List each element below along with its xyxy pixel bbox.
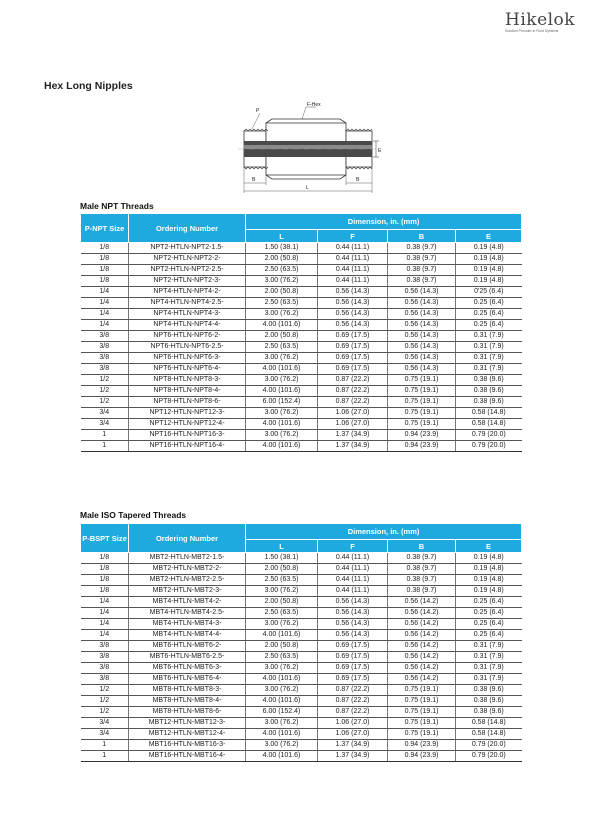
l-cell: 4.00 (101.6) — [246, 729, 318, 740]
l-cell: 1.50 (38.1) — [246, 553, 318, 564]
ordering-number-cell: MBT4-HTLN-MBT4-4- — [129, 630, 246, 641]
label-p: P — [256, 108, 260, 114]
ordering-number-cell: MBT4-HTLN-MBT4-2- — [129, 597, 246, 608]
iso-header-b: B — [388, 540, 456, 553]
f-cell: 0.44 (11.1) — [318, 254, 388, 265]
page-title: Hex Long Nipples — [44, 80, 133, 92]
b-cell: 0.56 (14.2) — [388, 641, 456, 652]
size-cell: 1/2 — [81, 685, 129, 696]
table-row — [81, 575, 522, 586]
b-cell: 0.38 (9.7) — [388, 276, 456, 287]
b-cell: 0.56 (14.3) — [388, 309, 456, 320]
table-row — [81, 320, 522, 331]
npt-table — [80, 213, 522, 452]
e-cell: 0.58 (14.8) — [456, 718, 522, 729]
l-cell: 3.00 (76.2) — [246, 586, 318, 597]
ordering-number-cell: MBT4-HTLN-MBT4-2.5- — [129, 608, 246, 619]
ordering-number-cell: MBT6-HTLN-MBT6-3- — [129, 663, 246, 674]
f-cell: 0.56 (14.3) — [318, 608, 388, 619]
table-row — [81, 441, 522, 452]
f-cell: 0.69 (17.5) — [318, 674, 388, 685]
b-cell: 0.75 (19.1) — [388, 397, 456, 408]
table-row — [81, 586, 522, 597]
size-cell: 3/4 — [81, 408, 129, 419]
iso-header-dimension: Dimension, in. (mm) — [246, 524, 522, 540]
iso-header-size: P-BSPT Size — [81, 524, 129, 553]
e-cell: 0.79 (20.0) — [456, 740, 522, 751]
ordering-number-cell: NPT2-HTLN-NPT2-1.5- — [129, 243, 246, 254]
iso-header-e: E — [456, 540, 522, 553]
brand-name: Hikelok — [505, 10, 576, 30]
l-cell: 2.50 (63.5) — [246, 608, 318, 619]
l-cell: 4.00 (101.6) — [246, 364, 318, 375]
brand-tagline: Solution Provider in Fluid Systems — [505, 29, 559, 33]
f-cell: 0.44 (11.1) — [318, 265, 388, 276]
table-row — [81, 652, 522, 663]
b-cell: 0.75 (19.1) — [388, 729, 456, 740]
b-cell: 0.75 (19.1) — [388, 707, 456, 718]
f-cell: 0.44 (11.1) — [318, 564, 388, 575]
l-cell: 2.00 (50.8) — [246, 564, 318, 575]
f-cell: 0.69 (17.5) — [318, 652, 388, 663]
ordering-number-cell: NPT6-HTLN-NPT6-3- — [129, 353, 246, 364]
l-cell: 2.00 (50.8) — [246, 641, 318, 652]
size-cell: 1/8 — [81, 276, 129, 287]
l-cell: 3.00 (76.2) — [246, 740, 318, 751]
size-cell: 1/4 — [81, 619, 129, 630]
b-cell: 0.56 (14.2) — [388, 663, 456, 674]
l-cell: 3.00 (76.2) — [246, 619, 318, 630]
e-cell: 0.25 (6.4) — [456, 608, 522, 619]
npt-header-e: E — [456, 230, 522, 243]
ordering-number-cell: NPT6-HTLN-NPT6-4- — [129, 364, 246, 375]
f-cell: 1.37 (34.9) — [318, 430, 388, 441]
ordering-number-cell: NPT16-HTLN-NPT16-4- — [129, 441, 246, 452]
table-row — [81, 751, 522, 762]
size-cell: 3/8 — [81, 641, 129, 652]
label-f-hex: F-Hex — [307, 102, 321, 108]
l-cell: 4.00 (101.6) — [246, 441, 318, 452]
ordering-number-cell: MBT8-HTLN-MBT8-3- — [129, 685, 246, 696]
e-cell: 0.58 (14.8) — [456, 419, 522, 430]
size-cell: 1/8 — [81, 575, 129, 586]
ordering-number-cell: NPT2-HTLN-NPT2-2.5- — [129, 265, 246, 276]
size-cell: 1/4 — [81, 597, 129, 608]
e-cell: 0.19 (4.8) — [456, 254, 522, 265]
npt-table-body — [81, 243, 522, 452]
ordering-number-cell: NPT2-HTLN-NPT2-2- — [129, 254, 246, 265]
ordering-number-cell: MBT8-HTLN-MBT8-4- — [129, 696, 246, 707]
size-cell: 1/8 — [81, 553, 129, 564]
l-cell: 2.50 (63.5) — [246, 652, 318, 663]
ordering-number-cell: NPT4-HTLN-NPT4-2- — [129, 287, 246, 298]
l-cell: 3.00 (76.2) — [246, 375, 318, 386]
b-cell: 0.75 (19.1) — [388, 718, 456, 729]
f-cell: 0.87 (22.2) — [318, 375, 388, 386]
table-row — [81, 331, 522, 342]
b-cell: 0.75 (19.1) — [388, 419, 456, 430]
table-row — [81, 298, 522, 309]
e-cell: 0'25 (6.4) — [456, 287, 522, 298]
ordering-number-cell: MBT8-HTLN-MBT8-6- — [129, 707, 246, 718]
size-cell: 1/2 — [81, 707, 129, 718]
table-row — [81, 729, 522, 740]
l-cell: 3.00 (76.2) — [246, 685, 318, 696]
b-cell: 0.56 (14.3) — [388, 353, 456, 364]
l-cell: 3.00 (76.2) — [246, 663, 318, 674]
npt-header-ordering: Ordering Number — [129, 214, 246, 243]
b-cell: 0.38 (9.7) — [388, 553, 456, 564]
e-cell: 0.19 (4.8) — [456, 276, 522, 287]
b-cell: 0.94 (23.9) — [388, 430, 456, 441]
f-cell: 0.44 (11.1) — [318, 586, 388, 597]
ordering-number-cell: NPT8-HTLN-NPT8-6- — [129, 397, 246, 408]
e-cell: 0.31 (7.9) — [456, 652, 522, 663]
size-cell: 3/8 — [81, 663, 129, 674]
b-cell: 0.38 (9.7) — [388, 564, 456, 575]
e-cell: 0.19 (4.8) — [456, 243, 522, 254]
size-cell: 3/8 — [81, 353, 129, 364]
table-row — [81, 564, 522, 575]
size-cell: 1 — [81, 441, 129, 452]
table-row — [81, 276, 522, 287]
f-cell: 0.56 (14.3) — [318, 287, 388, 298]
table-row — [81, 707, 522, 718]
b-cell: 0.38 (9.7) — [388, 575, 456, 586]
size-cell: 3/8 — [81, 331, 129, 342]
size-cell: 3/8 — [81, 342, 129, 353]
size-cell: 1 — [81, 430, 129, 441]
f-cell: 0.56 (14.3) — [318, 597, 388, 608]
b-cell: 0.94 (23.9) — [388, 441, 456, 452]
table-row — [81, 243, 522, 254]
l-cell: 2.50 (63.5) — [246, 298, 318, 309]
table-row — [81, 430, 522, 441]
table-row — [81, 630, 522, 641]
f-cell: 0.87 (22.2) — [318, 685, 388, 696]
table-row — [81, 685, 522, 696]
f-cell: 0.87 (22.2) — [318, 696, 388, 707]
l-cell: 4.00 (101.6) — [246, 320, 318, 331]
npt-header-l: L — [246, 230, 318, 243]
npt-header-dimension: Dimension, in. (mm) — [246, 214, 522, 230]
f-cell: 1.06 (27.0) — [318, 729, 388, 740]
b-cell: 0.56 (14.2) — [388, 652, 456, 663]
e-cell: 0.79 (20.0) — [456, 441, 522, 452]
brand-logo — [505, 10, 585, 33]
f-cell: 0.56 (14.3) — [318, 309, 388, 320]
b-cell: 0.56 (14.2) — [388, 674, 456, 685]
b-cell: 0.38 (9.7) — [388, 243, 456, 254]
l-cell: 2.50 (63.5) — [246, 575, 318, 586]
b-cell: 0.56 (14.3) — [388, 342, 456, 353]
iso-table-body — [81, 553, 522, 762]
table-row — [81, 718, 522, 729]
e-cell: 0.19 (4.8) — [456, 575, 522, 586]
e-cell: 0.19 (4.8) — [456, 564, 522, 575]
b-cell: 0.38 (9.7) — [388, 254, 456, 265]
l-cell: 4.00 (101.6) — [246, 674, 318, 685]
iso-section-title: Male ISO Tapered Threads — [80, 510, 187, 520]
l-cell: 4.00 (101.6) — [246, 630, 318, 641]
table-row — [81, 674, 522, 685]
table-row — [81, 397, 522, 408]
ordering-number-cell: NPT4-HTLN-NPT4-3- — [129, 309, 246, 320]
f-cell: 0.44 (11.1) — [318, 575, 388, 586]
f-cell: 0.56 (14.3) — [318, 619, 388, 630]
size-cell: 1/4 — [81, 287, 129, 298]
f-cell: 0.87 (22.2) — [318, 397, 388, 408]
e-cell: 0.38 (9.6) — [456, 386, 522, 397]
npt-header-size: P-NPT Size — [81, 214, 129, 243]
size-cell: 1/2 — [81, 696, 129, 707]
table-row — [81, 553, 522, 564]
e-cell: 0.38 (9.6) — [456, 397, 522, 408]
e-cell: 0.79 (20.0) — [456, 430, 522, 441]
size-cell: 3/8 — [81, 364, 129, 375]
f-cell: 0.69 (17.5) — [318, 342, 388, 353]
hex-nipple-drawing — [236, 101, 386, 194]
b-cell: 0.75 (19.1) — [388, 408, 456, 419]
l-cell: 2.50 (63.5) — [246, 265, 318, 276]
size-cell: 1 — [81, 740, 129, 751]
f-cell: 0.44 (11.1) — [318, 553, 388, 564]
size-cell: 1/4 — [81, 309, 129, 320]
l-cell: 3.00 (76.2) — [246, 353, 318, 364]
b-cell: 0.56 (14.2) — [388, 608, 456, 619]
f-cell: 1.37 (34.9) — [318, 751, 388, 762]
table-row — [81, 740, 522, 751]
e-cell: 0.31 (7.9) — [456, 641, 522, 652]
size-cell: 3/4 — [81, 718, 129, 729]
l-cell: 6.00 (152.4) — [246, 397, 318, 408]
iso-header-ordering: Ordering Number — [129, 524, 246, 553]
table-row — [81, 419, 522, 430]
b-cell: 0.56 (14.3) — [388, 320, 456, 331]
size-cell: 3/8 — [81, 652, 129, 663]
b-cell: 0.56 (14.2) — [388, 597, 456, 608]
e-cell: 0.25 (6.4) — [456, 619, 522, 630]
ordering-number-cell: NPT6-HTLN-NPT6-2.5- — [129, 342, 246, 353]
table-row — [81, 386, 522, 397]
label-l: L — [306, 185, 309, 191]
l-cell: 2.00 (50.8) — [246, 254, 318, 265]
b-cell: 0.38 (9.7) — [388, 265, 456, 276]
ordering-number-cell: NPT4-HTLN-NPT4-4- — [129, 320, 246, 331]
b-cell: 0.94 (23.9) — [388, 751, 456, 762]
e-cell: 0.19 (4.8) — [456, 553, 522, 564]
ordering-number-cell: NPT6-HTLN-NPT6-2- — [129, 331, 246, 342]
iso-header-f: F — [318, 540, 388, 553]
e-cell: 0.79 (20.0) — [456, 751, 522, 762]
size-cell: 1/2 — [81, 397, 129, 408]
e-cell: 0.31 (7.9) — [456, 353, 522, 364]
f-cell: 0.56 (14.3) — [318, 320, 388, 331]
e-cell: 0.25 (6.4) — [456, 320, 522, 331]
npt-section-title: Male NPT Threads — [80, 201, 154, 211]
ordering-number-cell: MBT6-HTLN-MBT6-2- — [129, 641, 246, 652]
b-cell: 0.75 (19.1) — [388, 375, 456, 386]
l-cell: 3.00 (76.2) — [246, 276, 318, 287]
ordering-number-cell: NPT2-HTLN-NPT2-3- — [129, 276, 246, 287]
f-cell: 0.69 (17.5) — [318, 364, 388, 375]
table-row — [81, 597, 522, 608]
l-cell: 2.00 (50.8) — [246, 287, 318, 298]
f-cell: 1.37 (34.9) — [318, 740, 388, 751]
table-row — [81, 353, 522, 364]
ordering-number-cell: NPT8-HTLN-NPT8-4- — [129, 386, 246, 397]
b-cell: 0.75 (19.1) — [388, 685, 456, 696]
f-cell: 0.56 (14.3) — [318, 298, 388, 309]
b-cell: 0.94 (23.9) — [388, 740, 456, 751]
size-cell: 1/8 — [81, 586, 129, 597]
ordering-number-cell: NPT12-HTLN-NPT12-3- — [129, 408, 246, 419]
e-cell: 0.19 (4.8) — [456, 265, 522, 276]
l-cell: 4.00 (101.6) — [246, 419, 318, 430]
e-cell: 0.25 (6.4) — [456, 309, 522, 320]
e-cell: 0.19 (4.8) — [456, 586, 522, 597]
ordering-number-cell: MBT16-HTLN-MBT16-4- — [129, 751, 246, 762]
b-cell: 0.56 (14.3) — [388, 331, 456, 342]
ordering-number-cell: MBT12-HTLN-MBT12-3- — [129, 718, 246, 729]
npt-header-b: B — [388, 230, 456, 243]
l-cell: 2.50 (63.5) — [246, 342, 318, 353]
b-cell: 0.75 (19.1) — [388, 386, 456, 397]
ordering-number-cell: MBT2-HTLN-MBT2-2.5- — [129, 575, 246, 586]
f-cell: 1.06 (27.0) — [318, 419, 388, 430]
ordering-number-cell: NPT16-HTLN-NPT16-3- — [129, 430, 246, 441]
size-cell: 1 — [81, 751, 129, 762]
table-row — [81, 375, 522, 386]
f-cell: 0.87 (22.2) — [318, 707, 388, 718]
size-cell: 1/4 — [81, 630, 129, 641]
b-cell: 0.56 (14.3) — [388, 364, 456, 375]
f-cell: 0.69 (17.5) — [318, 353, 388, 364]
l-cell: 4.00 (101.6) — [246, 386, 318, 397]
table-row — [81, 254, 522, 265]
e-cell: 0.31 (7.9) — [456, 663, 522, 674]
size-cell: 1/2 — [81, 386, 129, 397]
f-cell: 0.87 (22.2) — [318, 386, 388, 397]
e-cell: 0.31 (7.9) — [456, 342, 522, 353]
e-cell: 0.58 (14.8) — [456, 729, 522, 740]
e-cell: 0.38 (9.6) — [456, 696, 522, 707]
ordering-number-cell: MBT4-HTLN-MBT4-3- — [129, 619, 246, 630]
e-cell: 0.58 (14.8) — [456, 408, 522, 419]
e-cell: 0.25 (6.4) — [456, 630, 522, 641]
iso-table — [80, 523, 522, 762]
ordering-number-cell: MBT6-HTLN-MBT6-4- — [129, 674, 246, 685]
table-row — [81, 342, 522, 353]
b-cell: 0.56 (14.2) — [388, 630, 456, 641]
f-cell: 0.69 (17.5) — [318, 331, 388, 342]
f-cell: 0.69 (17.5) — [318, 641, 388, 652]
size-cell: 1/4 — [81, 298, 129, 309]
npt-header-f: F — [318, 230, 388, 243]
size-cell: 1/8 — [81, 243, 129, 254]
b-cell: 0.56 (14.3) — [388, 298, 456, 309]
f-cell: 0.56 (14.3) — [318, 630, 388, 641]
size-cell: 3/8 — [81, 674, 129, 685]
f-cell: 1.06 (27.0) — [318, 408, 388, 419]
l-cell: 1.50 (38.1) — [246, 243, 318, 254]
ordering-number-cell: NPT12-HTLN-NPT12-4- — [129, 419, 246, 430]
b-cell: 0.56 (14.2) — [388, 619, 456, 630]
table-row — [81, 696, 522, 707]
b-cell: 0.75 (19.1) — [388, 696, 456, 707]
table-row — [81, 641, 522, 652]
size-cell: 1/2 — [81, 375, 129, 386]
ordering-number-cell: MBT2-HTLN-MBT2-2- — [129, 564, 246, 575]
ordering-number-cell: NPT8-HTLN-NPT8-3- — [129, 375, 246, 386]
table-row — [81, 265, 522, 276]
e-cell: 0.25 (6.4) — [456, 597, 522, 608]
size-cell: 1/8 — [81, 564, 129, 575]
ordering-number-cell: MBT12-HTLN-MBT12-4- — [129, 729, 246, 740]
b-cell: 0.38 (9.7) — [388, 586, 456, 597]
l-cell: 2.00 (50.8) — [246, 597, 318, 608]
l-cell: 4.00 (101.6) — [246, 751, 318, 762]
b-cell: 0.56 (14.3) — [388, 287, 456, 298]
e-cell: 0.38 (9.6) — [456, 375, 522, 386]
l-cell: 3.00 (76.2) — [246, 309, 318, 320]
l-cell: 3.00 (76.2) — [246, 430, 318, 441]
e-cell: 0.25 (6.4) — [456, 298, 522, 309]
f-cell: 0.69 (17.5) — [318, 663, 388, 674]
ordering-number-cell: MBT2-HTLN-MBT2-3- — [129, 586, 246, 597]
size-cell: 1/4 — [81, 608, 129, 619]
ordering-number-cell: MBT16-HTLN-MBT16-3- — [129, 740, 246, 751]
size-cell: 3/4 — [81, 419, 129, 430]
ordering-number-cell: NPT4-HTLN-NPT4-2.5- — [129, 298, 246, 309]
size-cell: 1/4 — [81, 320, 129, 331]
f-cell: 1.06 (27.0) — [318, 718, 388, 729]
l-cell: 3.00 (76.2) — [246, 408, 318, 419]
table-row — [81, 309, 522, 320]
size-cell: 1/8 — [81, 265, 129, 276]
e-cell: 0.31 (7.9) — [456, 331, 522, 342]
table-row — [81, 608, 522, 619]
size-cell: 3/4 — [81, 729, 129, 740]
e-cell: 0.38 (9.6) — [456, 707, 522, 718]
label-e: E — [378, 148, 382, 154]
table-row — [81, 663, 522, 674]
e-cell: 0.31 (7.9) — [456, 674, 522, 685]
l-cell: 4.00 (101.6) — [246, 696, 318, 707]
size-cell: 1/8 — [81, 254, 129, 265]
f-cell: 0.44 (11.1) — [318, 243, 388, 254]
e-cell: 0.31 (7.9) — [456, 364, 522, 375]
e-cell: 0.38 (9.6) — [456, 685, 522, 696]
l-cell: 2.00 (50.8) — [246, 331, 318, 342]
table-row — [81, 408, 522, 419]
l-cell: 6.00 (152.4) — [246, 707, 318, 718]
table-row — [81, 364, 522, 375]
table-row — [81, 619, 522, 630]
ordering-number-cell: MBT6-HTLN-MBT6-2.5- — [129, 652, 246, 663]
label-b-right: B — [356, 177, 360, 183]
ordering-number-cell: MBT2-HTLN-MBT2-1.5- — [129, 553, 246, 564]
table-row — [81, 287, 522, 298]
iso-header-l: L — [246, 540, 318, 553]
f-cell: 1.37 (34.9) — [318, 441, 388, 452]
f-cell: 0.44 (11.1) — [318, 276, 388, 287]
label-b-left: B — [252, 177, 256, 183]
l-cell: 3.00 (76.2) — [246, 718, 318, 729]
